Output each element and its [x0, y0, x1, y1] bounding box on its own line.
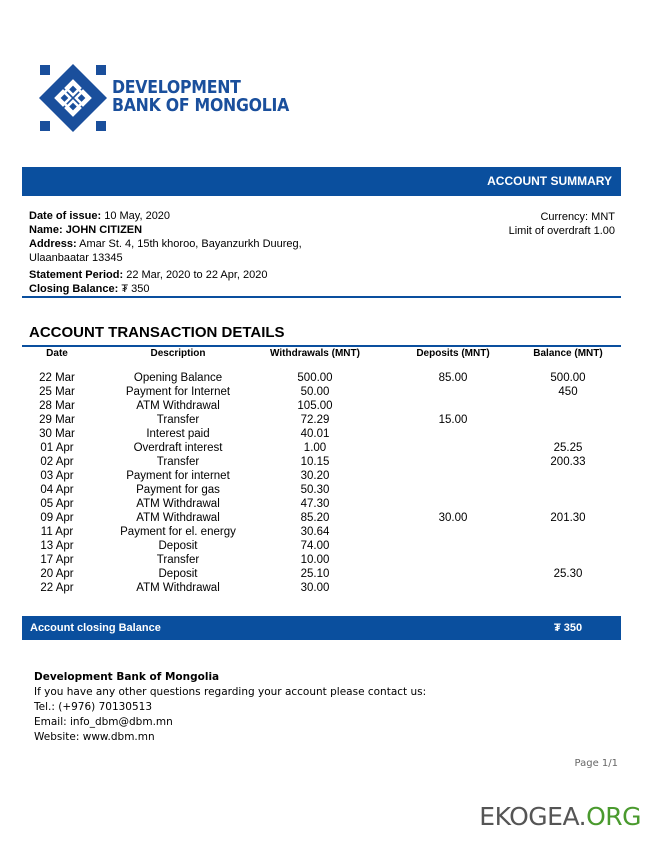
- column-header-date: Date: [46, 348, 68, 359]
- customer-address-line2: Ulaanbaatar 13345: [29, 252, 123, 264]
- bank-name-line1: DEVELOPMENT: [112, 78, 241, 98]
- cell-balance: 25.25: [553, 442, 583, 454]
- cell-withdrawal: 50.00: [300, 386, 330, 398]
- cell-date: 05 Apr: [40, 498, 74, 510]
- cell-description: ATM Withdrawal: [136, 512, 220, 524]
- cell-deposit: 85.00: [438, 372, 468, 384]
- cell-date: 22 Apr: [40, 582, 74, 594]
- cell-deposit: 30.00: [438, 512, 468, 524]
- cell-withdrawal: 30.00: [300, 582, 330, 594]
- cell-date: 03 Apr: [40, 470, 74, 482]
- cell-description: Payment for gas: [136, 484, 220, 496]
- cell-date: 11 Apr: [40, 526, 74, 538]
- contact-footer: [34, 670, 426, 745]
- page-number: Page 1/1: [574, 758, 618, 769]
- cell-withdrawal: 50.30: [300, 484, 330, 496]
- cell-withdrawal: 74.00: [300, 540, 330, 552]
- column-header-description: Description: [150, 348, 206, 359]
- transaction-details-title: ACCOUNT TRANSACTION DETAILS: [29, 324, 285, 341]
- cell-description: Deposit: [158, 540, 198, 552]
- cell-withdrawal: 105.00: [297, 400, 333, 412]
- closing-balance-label: Account closing Balance: [30, 622, 161, 634]
- cell-withdrawal: 10.00: [300, 554, 330, 566]
- cell-balance: 200.33: [550, 456, 586, 468]
- customer-name: Name: JOHN CITIZEN: [29, 224, 143, 236]
- cell-withdrawal: 10.15: [300, 456, 330, 468]
- cell-description: ATM Withdrawal: [136, 582, 220, 594]
- cell-withdrawal: 1.00: [303, 442, 327, 454]
- cell-withdrawal: 85.20: [300, 512, 330, 524]
- cell-date: 02 Apr: [40, 456, 74, 468]
- cell-withdrawal: 30.64: [300, 526, 330, 538]
- cell-date: 30 Mar: [39, 428, 75, 440]
- cell-description: Deposit: [158, 568, 198, 580]
- footer-website: Website: www.dbm.mn: [34, 731, 155, 743]
- cell-date: 20 Apr: [40, 568, 74, 580]
- cell-description: Payment for el. energy: [120, 526, 236, 538]
- cell-balance: 25.30: [553, 568, 583, 580]
- cell-description: Payment for internet: [126, 470, 230, 482]
- cell-withdrawal: 30.20: [300, 470, 330, 482]
- currency: Currency: MNT: [540, 211, 615, 223]
- bank-name-line2: BANK OF MONGOLIA: [112, 96, 290, 116]
- footer-note: If you have any other questions regarding your account please contact us:: [34, 686, 427, 698]
- footer-bank-name: Development Bank of Mongolia: [34, 671, 220, 683]
- cell-date: 09 Apr: [40, 512, 74, 524]
- cell-description: Transfer: [156, 554, 200, 566]
- cell-withdrawal: 25.10: [300, 568, 330, 580]
- cell-date: 29 Mar: [39, 414, 75, 426]
- cell-description: Opening Balance: [133, 372, 223, 384]
- overdraft-limit: Limit of overdraft 1.00: [508, 225, 615, 237]
- footer-tel: Tel.: (+976) 70130513: [34, 701, 153, 713]
- cell-withdrawal: 72.29: [300, 414, 330, 426]
- cell-description: ATM Withdrawal: [136, 400, 220, 412]
- cell-withdrawal: 500.00: [297, 372, 333, 384]
- cell-date: 25 Mar: [39, 386, 75, 398]
- cell-date: 13 Apr: [40, 540, 74, 552]
- cell-deposit: 15.00: [438, 414, 468, 426]
- column-header-balance: Balance (MNT): [533, 348, 603, 359]
- closing-balance: Closing Balance: ₮ 350: [29, 283, 150, 295]
- cell-description: Transfer: [156, 414, 200, 426]
- cell-withdrawal: 40.01: [300, 428, 330, 440]
- cell-balance: 500.00: [550, 372, 586, 384]
- cell-description: ATM Withdrawal: [136, 498, 220, 510]
- statement-period: Statement Period: 22 Mar, 2020 to 22 Apr, 2020: [29, 269, 268, 281]
- cell-description: Overdraft interest: [133, 442, 223, 454]
- customer-address: Address: Amar St. 4, 15th khoroo, Bayanzurkh Duureg,: [29, 238, 302, 250]
- divider: [22, 345, 621, 347]
- cell-date: 28 Mar: [39, 400, 75, 412]
- divider: [22, 296, 621, 298]
- cell-description: Interest paid: [146, 428, 210, 440]
- bank-logo-icon: [38, 63, 108, 133]
- date-of-issue: Date of issue: 10 May, 2020: [29, 210, 171, 222]
- cell-date: 01 Apr: [40, 442, 74, 454]
- footer-email: Email: info_dbm@dbm.mn: [34, 716, 173, 728]
- column-header-withdrawals: Withdrawals (MNT): [270, 348, 360, 359]
- account-closing-balance-bar: [22, 616, 621, 640]
- cell-date: 17 Apr: [40, 554, 74, 566]
- cell-withdrawal: 47.30: [300, 498, 330, 510]
- account-summary-header: [22, 167, 621, 196]
- cell-balance: 201.30: [550, 512, 586, 524]
- cell-date: 04 Apr: [40, 484, 74, 496]
- cell-description: Payment for Internet: [125, 386, 231, 398]
- cell-description: Transfer: [156, 456, 200, 468]
- closing-balance-value: ₮ 350: [554, 622, 583, 634]
- account-summary-title: ACCOUNT SUMMARY: [487, 174, 612, 188]
- column-header-deposits: Deposits (MNT): [416, 348, 490, 359]
- cell-balance: 450: [558, 386, 578, 398]
- watermark: EKOGEA.ORG: [479, 802, 641, 831]
- cell-date: 22 Mar: [39, 372, 75, 384]
